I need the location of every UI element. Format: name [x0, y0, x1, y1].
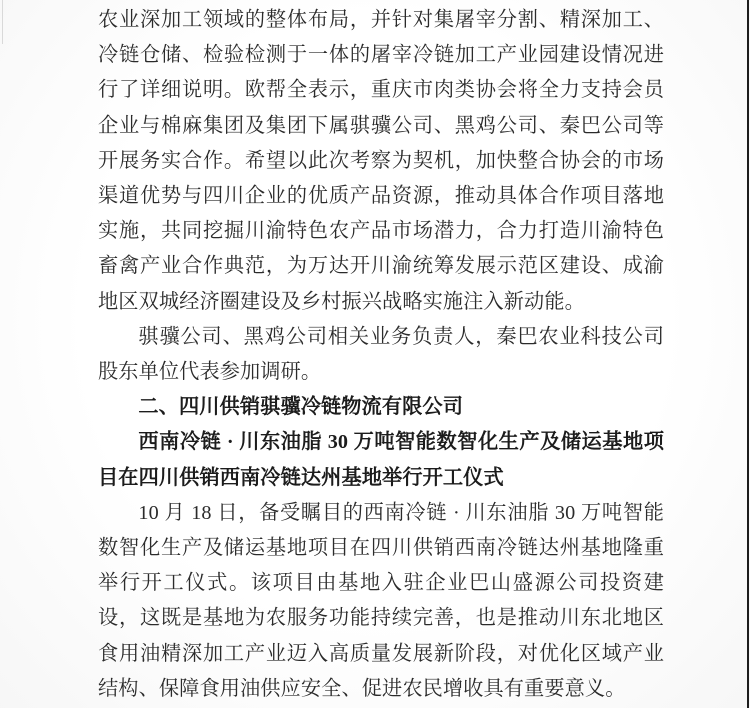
paragraph-body-continuation: 农业深加工领域的整体布局，并针对集屠宰分割、精深加工、冷链仓储、检验检测于一体的屠宰冷链加工产业园建设情况进行了详细说明。欧帮全表示，重庆市肉类协会将全力支持会员企业与棉麻集团及集团下属骐骥公司、黑鸡公司、秦巴公司等开展务实合作。希望以此次考察为契机，加快整合协会的市场渠道优势与四川企业的优质产品资源，推动具体合作项目落地实施，共同挖掘川渝特色农产品市场潜力，合力打造川渝特色畜禽产业合作典范，为万达开川渝统筹发展示范区建设、成渝地区双城经济圈建设及乡村振兴战略实施注入新动能。	[98, 9, 664, 313]
scan-edge-right-line	[747, 0, 749, 708]
document-text-column	[98, 3, 664, 707]
section-heading: 二、四川供销骐骥冷链物流有限公司	[138, 396, 463, 419]
paragraph-ceremony-body: 10 月 18 日，备受瞩目的西南冷链 · 川东油脂 30 万吨智能数智化生产及储运基地项目在四川供销西南冷链达州基地隆重举行开工仪式。该项目由基地入驻企业巴山盛源公司投资建设，这既是基地为农服务功能持续完善，也是推动川东北地区食用油精深加工产业迈入高质量发展新阶段，对优化区域产业结构、保障食用油供应安全、促进农民增收具有重要意义。	[98, 501, 664, 700]
subsection-title: 西南冷链 · 川东油脂 30 万吨智能数智化生产及储运基地项目在四川供销西南冷链达州基地举行开工仪式	[98, 431, 664, 489]
paragraph-attendees: 骐骥公司、黑鸡公司相关业务负责人，秦巴农业科技公司股东单位代表参加调研。	[98, 325, 664, 384]
scan-edge-left-artifact	[2, 0, 3, 44]
